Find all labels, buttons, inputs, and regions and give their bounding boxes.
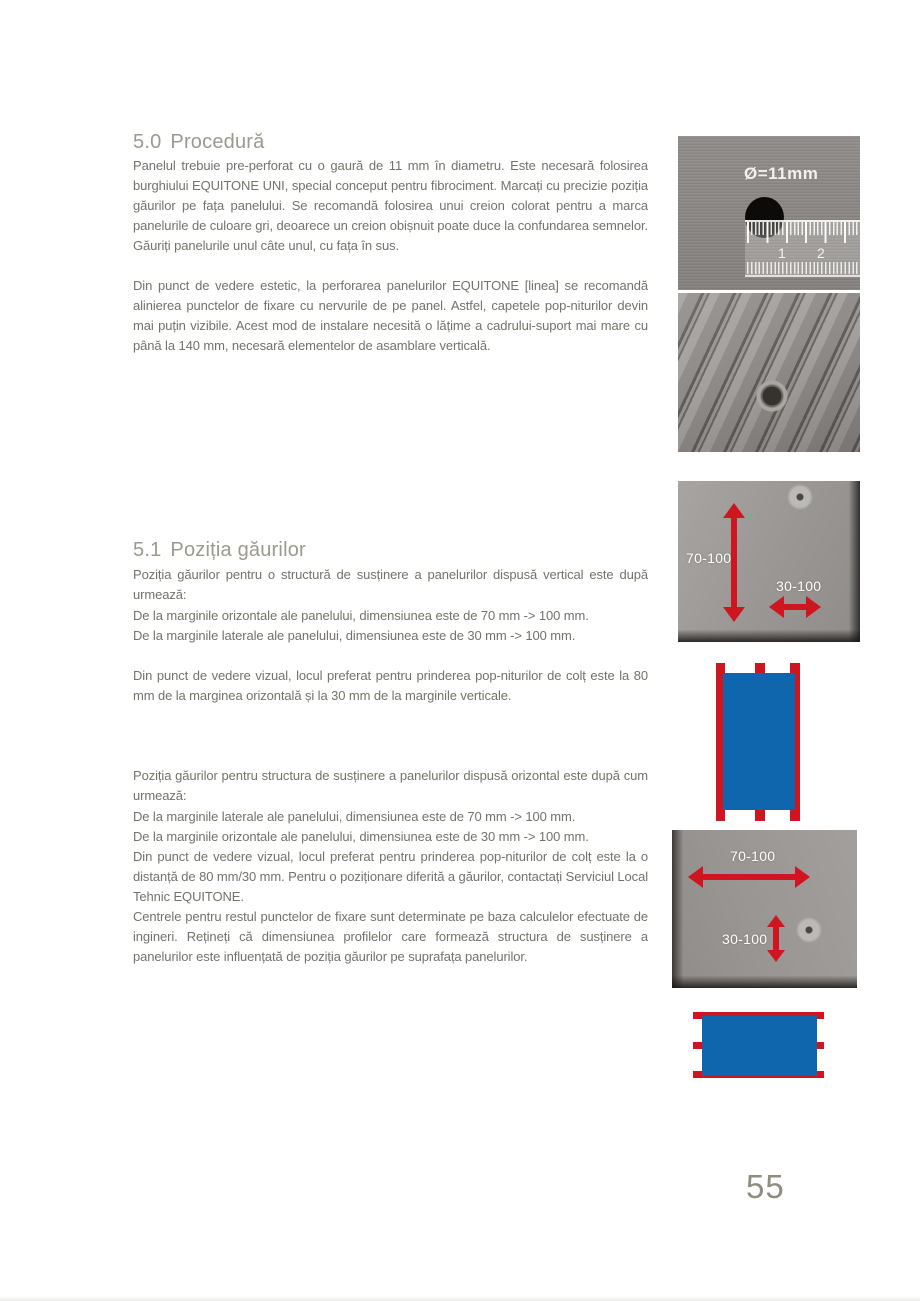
section-title: Procedură xyxy=(170,131,265,153)
line-vertical-rule-2: De la marginile laterale ale panelului, dimensiunea este de 30 mm -> 100 mm. xyxy=(133,628,576,643)
page-number: 55 xyxy=(746,1168,785,1205)
paragraph-procedure-2: Din punct de vedere estetic, la perforarea panelurilor EQUITONE [linea] se recomandă alinierea punctelor de fixare cu nervurile de pe panel. Astfel, capetele pop-niturilor devin mai puțin vizibile. Acest mod de instalare necesită o lățime a cadrului-suport mai mare cu până la 140 mm, necesară elementelor de asamblare verticală. xyxy=(133,278,648,353)
horizontal-dimension-arrow xyxy=(688,866,810,888)
rivet-hole xyxy=(796,917,822,943)
drilled-hole xyxy=(756,380,788,412)
panel-bottom-edge xyxy=(672,976,857,988)
vertical-dimension-label: 30-100 xyxy=(722,931,768,947)
section-number: 5.0 xyxy=(133,131,162,153)
horizontal-dimension-label: 30-100 xyxy=(776,578,822,594)
diameter-label: Ø=11mm xyxy=(744,164,819,183)
paragraph-procedure-1: Panelul trebuie pre-perforat cu o gaură de 11 mm în diametru. Este necesară folosirea burghiului EQUITONE UNI, special conceput pentru fibrociment. Marcați cu precizie poziția găurilor pe fața panelului. Se recomandă folosirea unui creion colorat pentru a marca panelurile de culoare gri, deoarece un creion obișnuit poate duce la confundarea semnelor. Găuriți panelurile unul câte unul, cu fața în sus. xyxy=(133,158,648,253)
page-bottom-edge xyxy=(0,1296,920,1301)
panel-rectangle xyxy=(723,673,795,810)
ruler-bottom-ticks xyxy=(747,262,860,274)
vertical-dimension-arrow xyxy=(765,915,787,962)
horizontal-dimension-arrow xyxy=(769,596,821,618)
paragraph-horizontal-intro: Poziția găurilor pentru structura de susținere a panelurilor dispusă orizontal este după cum urmează: xyxy=(133,768,648,803)
section-5-1-heading xyxy=(133,538,306,562)
paragraph-vertical-intro: Poziția găurilor pentru o structură de susținere a panelurilor dispusă vertical este după urmează: xyxy=(133,567,648,602)
section-5-0-heading xyxy=(133,130,264,154)
paragraph-visual-vertical: Din punct de vedere vizual, locul preferat pentru prinderea pop-niturilor de colț este la 80 mm de la marginea orizontală și la 30 mm de la marginile verticale. xyxy=(133,668,648,703)
drill-diameter-photo xyxy=(678,136,860,290)
line-horizontal-rule-2: De la marginile orizontale ale panelului, dimensiunea este de 30 mm -> 100 mm. xyxy=(133,829,589,844)
section-title: Poziția găurilor xyxy=(170,539,306,561)
rivet-hole xyxy=(787,484,813,510)
ruler-overlay xyxy=(745,220,860,277)
line-vertical-rule-1: De la marginile orizontale ale panelului, dimensiunea este de 70 mm -> 100 mm. xyxy=(133,608,589,623)
ruler-bottom-edge xyxy=(745,275,860,277)
vertical-layout-photo xyxy=(678,481,860,642)
vertical-dimension-label: 70-100 xyxy=(686,550,732,566)
horizontal-dimension-label: 70-100 xyxy=(730,848,776,864)
paragraph-visual-horizontal: Din punct de vedere vizual, locul preferat pentru prinderea pop-niturilor de colț este la o distanță de 80 mm/30 mm. Pentru o poziționare diferită a găurilor, contactați Serviciul Local Tehnic EQUITONE. xyxy=(133,849,648,904)
ruler-number-1: 1 xyxy=(778,245,786,261)
panel-rectangle xyxy=(702,1016,817,1076)
panel-bottom-edge xyxy=(678,630,860,642)
vertical-structure-diagram xyxy=(716,663,802,821)
section-number: 5.1 xyxy=(133,539,162,561)
ruler-number-2: 2 xyxy=(817,245,825,261)
horizontal-layout-photo xyxy=(672,830,857,988)
line-horizontal-rule-1: De la marginile laterale ale panelului, dimensiunea este de 70 mm -> 100 mm. xyxy=(133,809,576,824)
paragraph-centers: Centrele pentru restul punctelor de fixare sunt determinate pe baza calculelor efectuate de ingineri. Rețineți că dimensiunea profilelor care formează structura de susținere a panelurilor este influențată de poziția găurilor pe suprafața panelurilor. xyxy=(133,909,648,964)
linea-panel-photo xyxy=(678,293,860,452)
panel-right-edge xyxy=(849,481,860,642)
horizontal-structure-diagram xyxy=(693,1012,824,1079)
ruler-major-ticks xyxy=(747,222,860,243)
panel-left-edge xyxy=(672,830,683,988)
